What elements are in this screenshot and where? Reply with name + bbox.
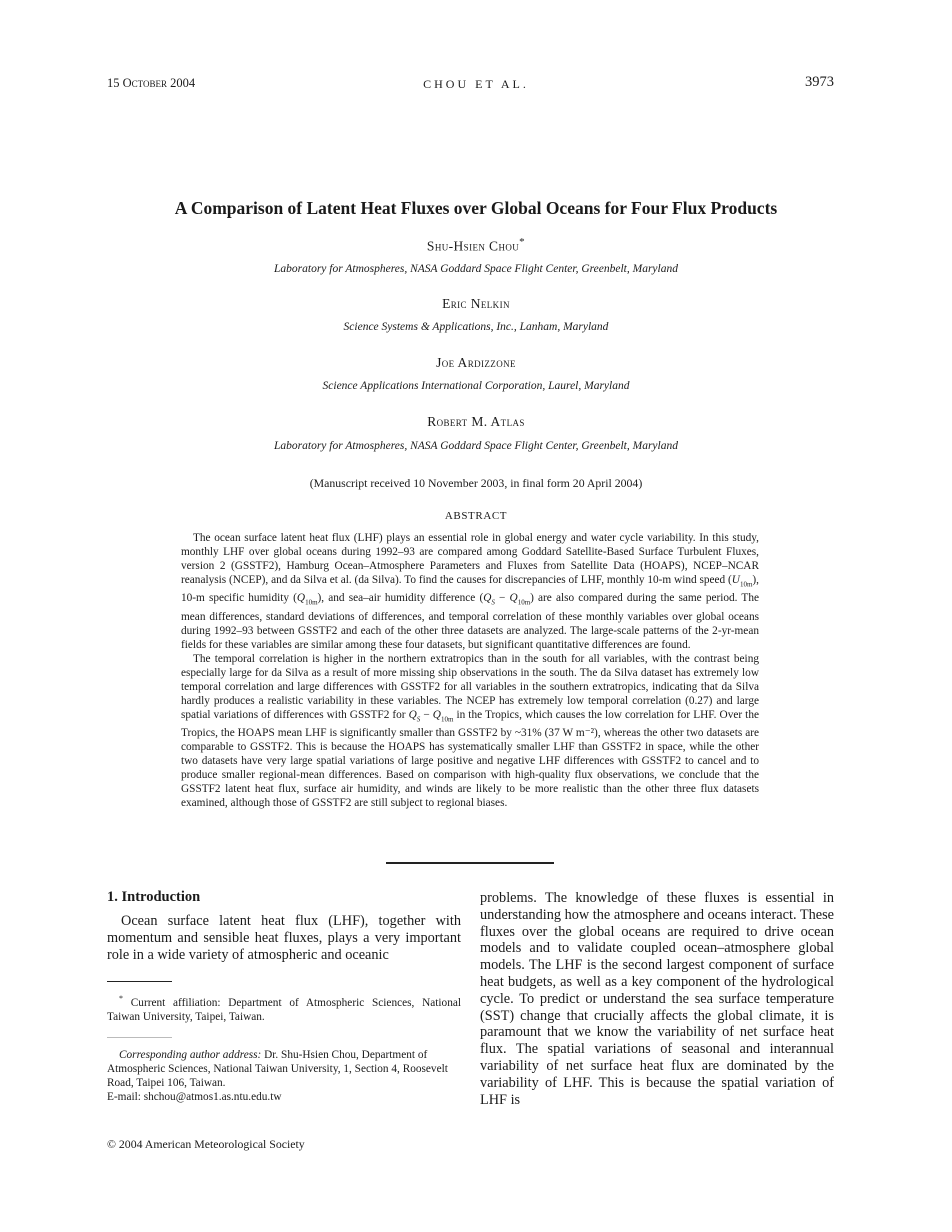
author-affiliation: Science Applications International Corporation, Laurel, Maryland (322, 380, 630, 392)
intro-text-right: problems. The knowledge of these fluxes is essential in understanding how the atmosphere and oceans interact. These fluxes over the global oceans are required to drive ocean models and to validate coupled ocean–atmosphere global models. The LHF is the second largest component of surface heat budgets, as well as a key component of the hydrological cycle. To predict or understand the sea surface temperature (SST) change that crucially affects the global climate, it is paramount that we know the variability of net surface heat flux. The spatial variations of seasonal and interannual variability of net surface heat flux are dominated by the variability of LHF. This is because the spatial variation of LHF is (480, 890, 834, 1108)
author-name: Shu-Hsien Chou* (426, 236, 526, 254)
author-name: Joe Ardizzone (436, 355, 516, 370)
abstract-paragraph: The ocean surface latent heat flux (LHF) plays an essential role in global energy and water cycle variability. In this study, monthly LHF over global oceans during 1992–93 are compared among Goddard Satellite-Based Surface Turbulent Fluxes, version 2 (GSSTF2), Hamburg Ocean–Atmosphere Parameters and Fluxes from Satellite Data (HOAPS), NCEP–NCAR reanalysis (NCEP), and da Silva et al. (da Silva). To find the causes for discrepancies of LHF, monthly 10-m wind speed $(U_{10m})$, 10-m specific humidity $(Q_{10m})$, and sea–air humidity difference $(Q_S - Q_{10m})$ are also compared during the same period. The mean differences, standard deviations of differences, and temporal correlation of these monthly variables over global oceans during 1992–93 between GSSTF2 and each of the other three datasets are analyzed. The large-scale patterns of the 2-yr-mean fields for these variables are similar among these four datasets, but significant quantitative differences are found. (181, 532, 759, 651)
running-header-authors: CHOU ET AL. (423, 77, 529, 91)
running-header-date: 15 October 2004 (107, 76, 196, 90)
author-email: E-mail: shchou@atmos1.as.ntu.edu.tw (107, 1091, 282, 1103)
copyright: © 2004 American Meteorological Society (107, 1137, 305, 1151)
author-name: Eric Nelkin (442, 296, 510, 311)
author-footnote-mark: * (519, 236, 526, 248)
section-heading-introduction: 1. Introduction (107, 889, 201, 905)
author-affiliation: Laboratory for Atmospheres, NASA Goddard Space Flight Center, Greenbelt, Maryland (274, 440, 678, 452)
author-affiliation: Science Systems & Applications, Inc., Lanham, Maryland (343, 321, 609, 333)
footnote-divider (107, 981, 172, 982)
footnote: * Current affiliation: Department of Atmospheric Sciences, National Taiwan University, Taipei, Taiwan. (107, 994, 461, 1023)
abstract-heading: ABSTRACT (444, 510, 508, 522)
footnote-divider-light (107, 1037, 172, 1038)
abstract-divider (386, 862, 554, 864)
corresponding-author: Corresponding author address: Dr. Shu-Hsien Chou, Department of Atmospheric Sciences, National Taiwan University, 1, Section 4, Roosevelt Road, Taipei 106, Taiwan. E-mail: shchou@atmos1.as.ntu.edu.tw (107, 1048, 461, 1104)
abstract-body (181, 531, 759, 810)
manuscript-received: (Manuscript received 10 November 2003, in final form 20 April 2004) (309, 476, 643, 490)
page-number: 3973 (805, 74, 834, 90)
author-name: Robert M. Atlas (427, 414, 525, 429)
abstract-paragraph: The temporal correlation is higher in the northern extratropics than in the south for all variables, with the contrast being especially large for da Silva as a result of more missing ship observations in the south. The da Silva dataset has extremely low temporal correlation and large differences with GSSTF2 for all variables in the southern extratropics, indicating that da Silva hardly produces a realistic variability in these variables. The NCEP has extremely low temporal correlation (0.27) and large spatial variations of differences with GSSTF2 for $Q_S - Q_{10m}$ in the Tropics, which causes the low correlation for LHF. Over the Tropics, the HOAPS mean LHF is significantly smaller than GSSTF2 by ~31% (37 W m⁻²), whereas the other two datasets are comparable to GSSTF2. This is because the HOAPS has systematically smaller LHF than GSSTF2 in space, while the other two datasets have very large spatial variations of large positive and negative LHF differences with GSSTF2 to cancel and to produce smaller regional-mean differences. Based on comparison with high-quality flux observations, we conclude that the GSSTF2 latent heat flux, surface air humidity, and winds are likely to be more realistic than the other three flux datasets examined, although those of GSSTF2 are still subject to regional biases. (181, 652, 759, 809)
author-affiliation: Laboratory for Atmospheres, NASA Goddard Space Flight Center, Greenbelt, Maryland (274, 263, 678, 275)
paper-title: A Comparison of Latent Heat Fluxes over Global Oceans for Four Flux Products (174, 198, 778, 218)
intro-text-left: Ocean surface latent heat flux (LHF), together with momentum and sensible heat fluxes, plays a very important role in a wide variety of atmospheric and oceanic (107, 913, 461, 963)
